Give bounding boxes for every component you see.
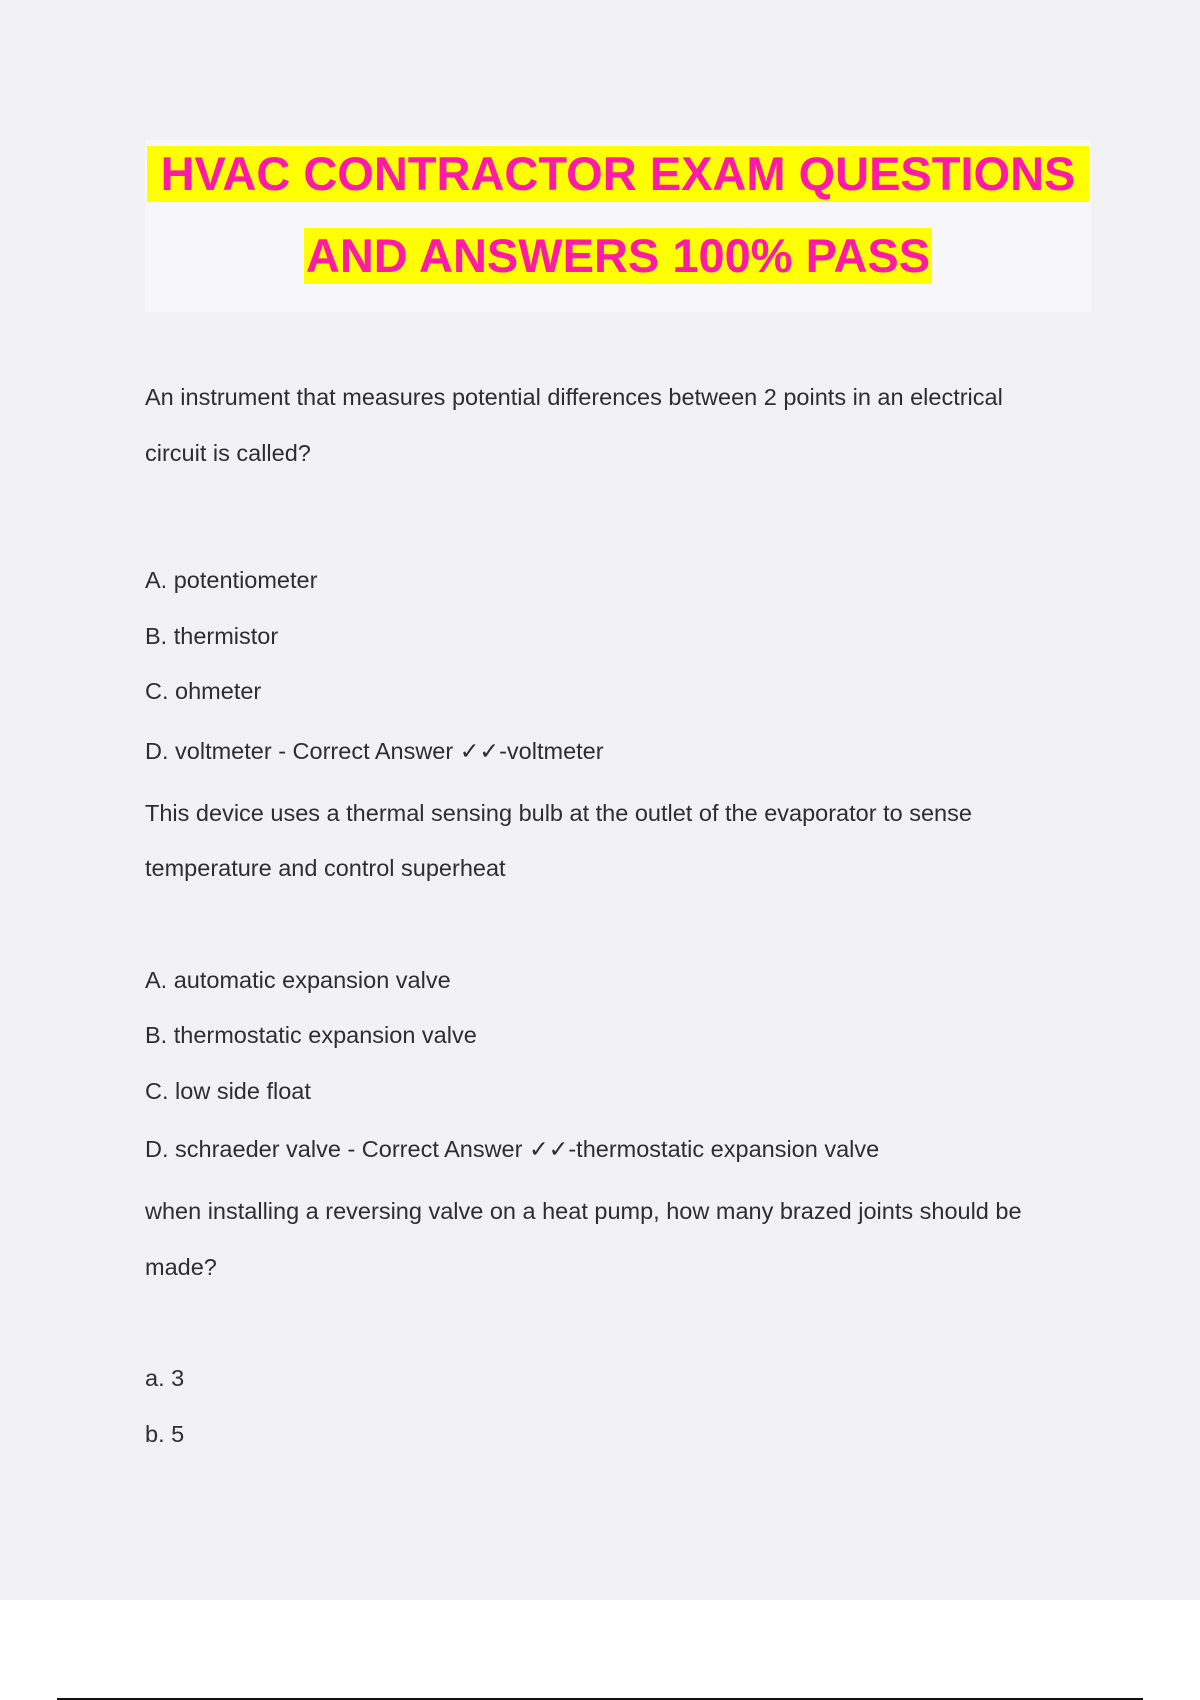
question-2-option-a: A. automatic expansion valve [145, 967, 451, 993]
question-3-option-a: a. 3 [145, 1365, 185, 1391]
question-1-text-line-1: An instrument that measures potential differences between 2 points in an electrical [145, 384, 1003, 410]
question-2-text-line-2: temperature and control superheat [145, 855, 506, 881]
document-title-line-2: AND ANSWERS 100% PASS [305, 229, 931, 282]
question-2-option-c: C. low side float [145, 1078, 311, 1104]
question-1-option-d-answer: D. voltmeter - Correct Answer ✓✓-voltmeter [145, 738, 604, 764]
question-1-option-c: C. ohmeter [145, 678, 262, 704]
question-1-option-a: A. potentiometer [145, 567, 318, 593]
title-block [145, 140, 1091, 312]
question-1-option-b: B. thermistor [145, 623, 279, 649]
document-title-line-1: HVAC CONTRACTOR EXAM QUESTIONS [147, 146, 1089, 202]
question-1-text-line-2: circuit is called? [145, 440, 311, 466]
question-3-text-line-1: when installing a reversing valve on a heat pump, how many brazed joints should be [145, 1198, 1022, 1224]
question-2-text-line-1: This device uses a thermal sensing bulb at the outlet of the evaporator to sense [145, 800, 972, 826]
question-2-option-b: B. thermostatic expansion valve [145, 1022, 477, 1048]
question-2-option-d-answer: D. schraeder valve - Correct Answer ✓✓-thermostatic expansion valve [145, 1136, 880, 1162]
question-3-option-b: b. 5 [145, 1421, 185, 1447]
question-3-text-line-2: made? [145, 1254, 217, 1280]
